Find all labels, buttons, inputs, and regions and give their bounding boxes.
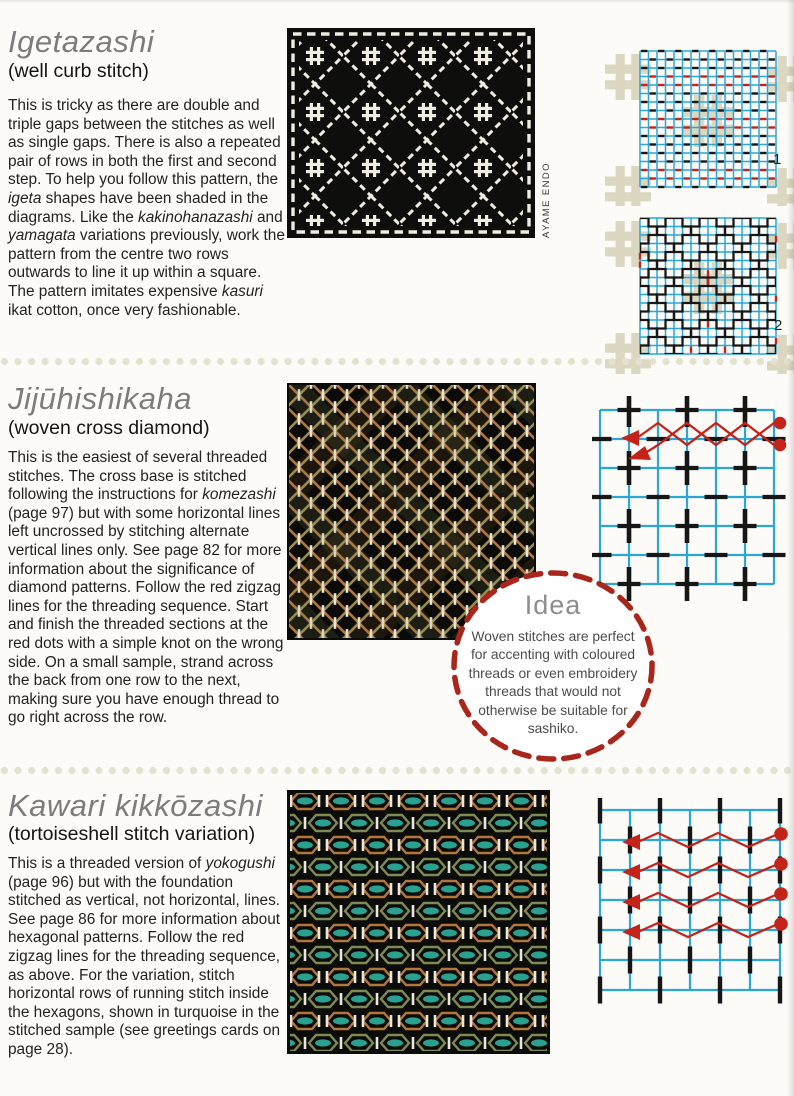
section-subtitle-jijuhishikaha: (woven cross diamond) (8, 417, 210, 439)
section-body-jijuhishikaha: This is the easiest of several threaded stitches. The cross base is stitched following the instructions for komezashi (page 97) but with some horizontal lines left uncrossed by stitching alternate vertical lines only. See page 82 for more information about the significance of diamond patterns. Follow the red zigzag lines for the threading sequence. Start and finish the threaded sections at the red dots with a simple knot on the wrong side. On a small sample, strand across the back from one row to the next, making sure you have enough thread to go right across the row. (8, 449, 284, 727)
section-subtitle-igetazashi: (well curb stitch) (8, 60, 149, 82)
stitch-photo-tortoiseshell (287, 790, 550, 1054)
diagram-step-number-1: 1 (773, 151, 782, 168)
section-title-jijuhishikaha: Jijūhishikaha (8, 381, 192, 416)
idea-title: Idea (524, 590, 582, 620)
section-title-kawari-kikkozashi: Kawari kikkōzashi (8, 788, 263, 823)
dotted-divider (0, 766, 794, 775)
idea-body: Woven stitches are perfect for accenting with coloured threads or even embroidery threads that would not otherwise be suitable for sashiko. (468, 629, 638, 737)
idea-callout (447, 566, 659, 766)
section-title-igetazashi: Igetazashi (8, 24, 155, 59)
diagram-igetazashi-step2 (600, 206, 794, 374)
diagram-step-number-2: 2 (774, 317, 783, 334)
photo-credit: AYAME ENDO (541, 162, 552, 238)
stitch-photo-igetazashi (287, 28, 535, 238)
section-body-igetazashi: This is tricky as there are double and triple gaps between the stitches as well as single gaps. There is also a repeated pair of rows in both the first and second step. To help you follow this pattern, the igeta shapes have been shaded in the diagrams. Like the kakinohanazashi and yamagata variations previously, work the pattern from the centre two rows outwards to line it up within a square. The pattern imitates expensive kasuri ikat cotton, once very fashionable. (8, 97, 285, 319)
diagram-igetazashi-step1 (600, 41, 794, 206)
section-body-kawari-kikkozashi: This is a threaded version of yokogushi (page 96) but with the foundation stitched as vertical, not horizontal, lines. See page 86 for more information about hexagonal patterns. Follow the red zigzag lines for the threading sequence, as above. For the variation, stitch horizontal rows of running stitch inside the hexagons, shown in turquoise in the stitched sample (see greetings cards on page 28). (8, 855, 281, 1058)
diagram-tortoiseshell-threading (592, 798, 792, 1018)
dotted-divider (0, 357, 794, 366)
section-subtitle-kawari-kikkozashi: (tortoiseshell stitch variation) (8, 823, 256, 845)
